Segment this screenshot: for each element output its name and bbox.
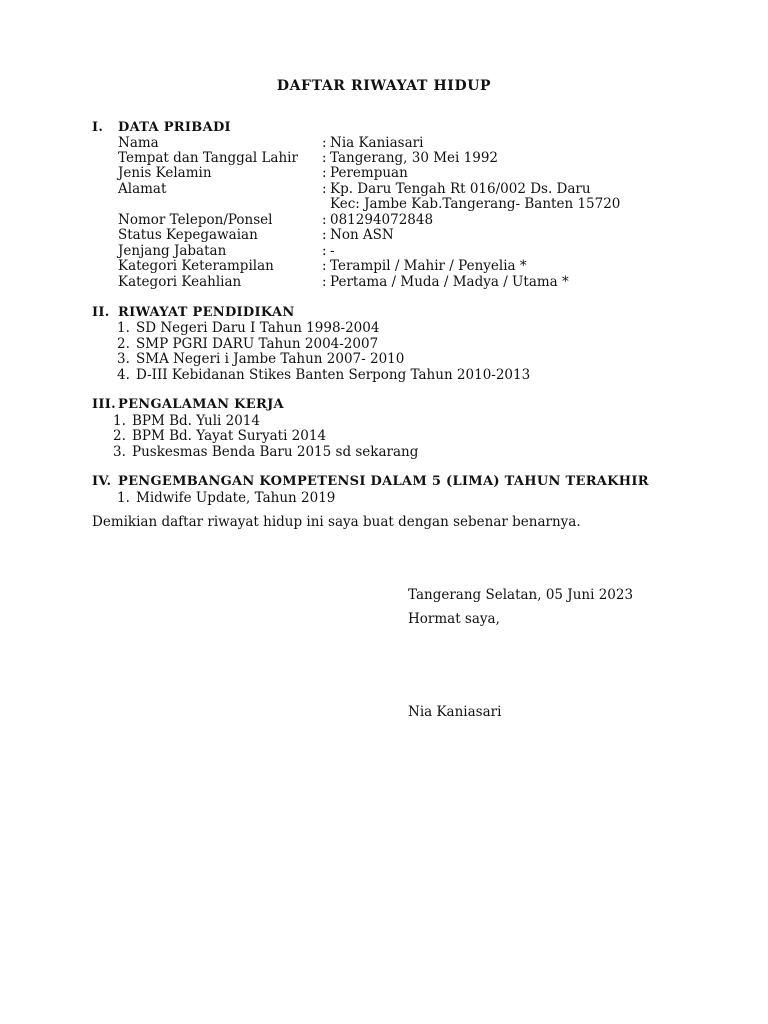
field-label: Nama <box>118 135 159 151</box>
field-label: Status Kepegawaian <box>118 227 258 243</box>
signature-greeting: Hormat saya, <box>408 611 500 627</box>
field-row-address-line2 <box>330 196 620 212</box>
section-heading-education <box>92 305 295 320</box>
field-separator: : <box>322 243 327 259</box>
field-label: Alamat <box>118 181 167 197</box>
list-item: 3. Puskesmas Benda Baru 2015 sd sekarang <box>113 444 419 460</box>
document-title: DAFTAR RIWAYAT HIDUP <box>276 78 492 94</box>
field-separator: : <box>322 135 327 151</box>
section-number: II. <box>92 305 110 320</box>
list-item: 3. SMA Negeri i Jambe Tahun 2007- 2010 <box>117 351 405 367</box>
field-row-phone <box>118 212 433 228</box>
section-number: III. <box>92 397 116 412</box>
section-heading-competency <box>92 474 649 489</box>
field-label: Nomor Telepon/Ponsel <box>118 212 273 228</box>
field-separator: : <box>322 212 327 228</box>
field-separator: : <box>322 165 327 181</box>
field-row-gender <box>118 165 408 181</box>
field-separator: : <box>322 181 327 197</box>
field-row-birth <box>118 150 498 166</box>
field-value: - <box>330 243 335 259</box>
signature-name: Nia Kaniasari <box>408 704 502 720</box>
field-label: Kategori Keterampilan <box>118 258 274 274</box>
list-item: 4. D-III Kebidanan Stikes Banten Serpong Tahun 2010-2013 <box>117 367 531 383</box>
section-heading-personal <box>92 120 231 135</box>
field-row-skill-category <box>118 258 527 274</box>
signature-place-date: Tangerang Selatan, 05 Juni 2023 <box>408 587 634 603</box>
closing-statement: Demikian daftar riwayat hidup ini saya buat dengan sebenar benarnya. <box>92 514 581 530</box>
field-value: Terampil / Mahir / Penyelia * <box>330 258 527 274</box>
field-row-name <box>118 135 423 151</box>
field-value: Pertama / Muda / Madya / Utama * <box>330 274 569 290</box>
field-row-expertise-category <box>118 274 569 290</box>
field-label: Jenis Kelamin <box>118 165 212 181</box>
field-label: Tempat dan Tanggal Lahir <box>118 150 298 166</box>
section-title: RIWAYAT PENDIDIKAN <box>118 305 295 320</box>
field-value: Nia Kaniasari <box>330 135 424 151</box>
field-row-position-level <box>118 243 335 259</box>
section-title: DATA PRIBADI <box>118 120 231 135</box>
section-title: PENGEMBANGAN KOMPETENSI DALAM 5 (LIMA) TAHUN TERAKHIR <box>118 474 649 489</box>
field-row-address <box>118 181 591 197</box>
section-number: I. <box>92 120 104 135</box>
list-item: 2. BPM Bd. Yayat Suryati 2014 <box>113 428 327 444</box>
field-value: Non ASN <box>330 227 394 243</box>
section-number: IV. <box>92 474 112 489</box>
list-item: 1. BPM Bd. Yuli 2014 <box>113 413 260 429</box>
list-item: 2. SMP PGRI DARU Tahun 2004-2007 <box>117 336 379 352</box>
list-item: 1. SD Negeri Daru I Tahun 1998-2004 <box>117 320 380 336</box>
field-value: 081294072848 <box>330 212 434 228</box>
field-label: Kategori Keahlian <box>118 274 242 290</box>
field-value: Kp. Daru Tengah Rt 016/002 Ds. Daru <box>330 181 591 197</box>
field-value: Perempuan <box>330 165 408 181</box>
field-separator: : <box>322 150 327 166</box>
section-heading-work <box>92 397 284 412</box>
field-label: Jenjang Jabatan <box>118 243 227 259</box>
field-separator: : <box>322 227 327 243</box>
field-value: Kec: Jambe Kab.Tangerang- Banten 15720 <box>330 196 621 212</box>
field-value: Tangerang, 30 Mei 1992 <box>330 150 498 166</box>
field-row-employment-status <box>118 227 394 243</box>
field-separator: : <box>322 274 327 290</box>
section-title: PENGALAMAN KERJA <box>118 397 284 412</box>
list-item: 1. Midwife Update, Tahun 2019 <box>117 490 336 506</box>
field-separator: : <box>322 258 327 274</box>
